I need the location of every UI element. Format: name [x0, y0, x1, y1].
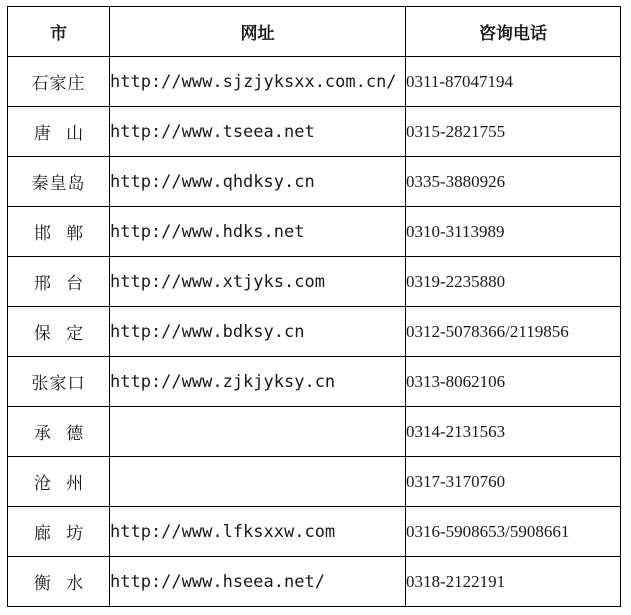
- table-row: [8, 307, 621, 357]
- city-name: 保定: [33, 324, 99, 344]
- city-cell: [8, 507, 110, 557]
- city-name: 承德: [33, 424, 99, 444]
- website-link[interactable]: http://www.tseea.net: [110, 107, 406, 157]
- website-link[interactable]: http://www.hseea.net/: [110, 557, 406, 607]
- website-link[interactable]: http://www.hdks.net: [110, 207, 406, 257]
- city-cell: [8, 557, 110, 607]
- table-row: [8, 107, 621, 157]
- table-row: [8, 357, 621, 407]
- city-name: 衡水: [33, 574, 99, 594]
- table-row: [8, 507, 621, 557]
- city-cell: [8, 457, 110, 507]
- website-link-empty: [110, 457, 406, 507]
- phone-number: 0335-3880926: [406, 157, 621, 207]
- table-row: [8, 457, 621, 507]
- phone-number: 0319-2235880: [406, 257, 621, 307]
- table-row: [8, 257, 621, 307]
- table-row: [8, 557, 621, 607]
- website-link[interactable]: http://www.lfksxxw.com: [110, 507, 406, 557]
- phone-column-header: 咨询电话: [406, 7, 621, 57]
- city-cell: [8, 407, 110, 457]
- phone-number: 0318-2122191: [406, 557, 621, 607]
- phone-number: 0316-5908653/5908661: [406, 507, 621, 557]
- city-cell: [8, 57, 110, 107]
- website-link-empty: [110, 407, 406, 457]
- phone-number: 0313-8062106: [406, 357, 621, 407]
- city-cell: [8, 357, 110, 407]
- table-row: [8, 407, 621, 457]
- city-cell: [8, 107, 110, 157]
- table-header-row: [8, 7, 621, 57]
- phone-number: 0310-3113989: [406, 207, 621, 257]
- phone-number: 0311-87047194: [406, 57, 621, 107]
- website-link[interactable]: http://www.sjzjyksxx.com.cn/: [110, 57, 406, 107]
- phone-number: 0315-2821755: [406, 107, 621, 157]
- city-column-header: 市: [8, 7, 110, 57]
- website-link[interactable]: http://www.bdksy.cn: [110, 307, 406, 357]
- city-name: 张家口: [31, 374, 86, 394]
- website-link[interactable]: http://www.qhdksy.cn: [110, 157, 406, 207]
- phone-number: 0317-3170760: [406, 457, 621, 507]
- city-name: 邯郸: [33, 224, 99, 244]
- website-link[interactable]: http://www.xtjyks.com: [110, 257, 406, 307]
- city-cell: [8, 307, 110, 357]
- table-row: [8, 157, 621, 207]
- city-name: 唐山: [33, 124, 99, 144]
- city-name: 秦皇岛: [31, 174, 86, 194]
- city-cell: [8, 257, 110, 307]
- phone-number: 0312-5078366/2119856: [406, 307, 621, 357]
- city-name: 廊坊: [33, 524, 99, 544]
- city-name: 邢台: [33, 274, 99, 294]
- url-column-header: 网址: [110, 7, 406, 57]
- phone-number: 0314-2131563: [406, 407, 621, 457]
- website-link[interactable]: http://www.zjkjyksy.cn: [110, 357, 406, 407]
- table-row: [8, 207, 621, 257]
- table-row: [8, 57, 621, 107]
- city-cell: [8, 207, 110, 257]
- exam-office-contact-table: [7, 6, 621, 607]
- city-cell: [8, 157, 110, 207]
- city-name: 沧州: [33, 474, 99, 494]
- city-name: 石家庄: [31, 74, 86, 94]
